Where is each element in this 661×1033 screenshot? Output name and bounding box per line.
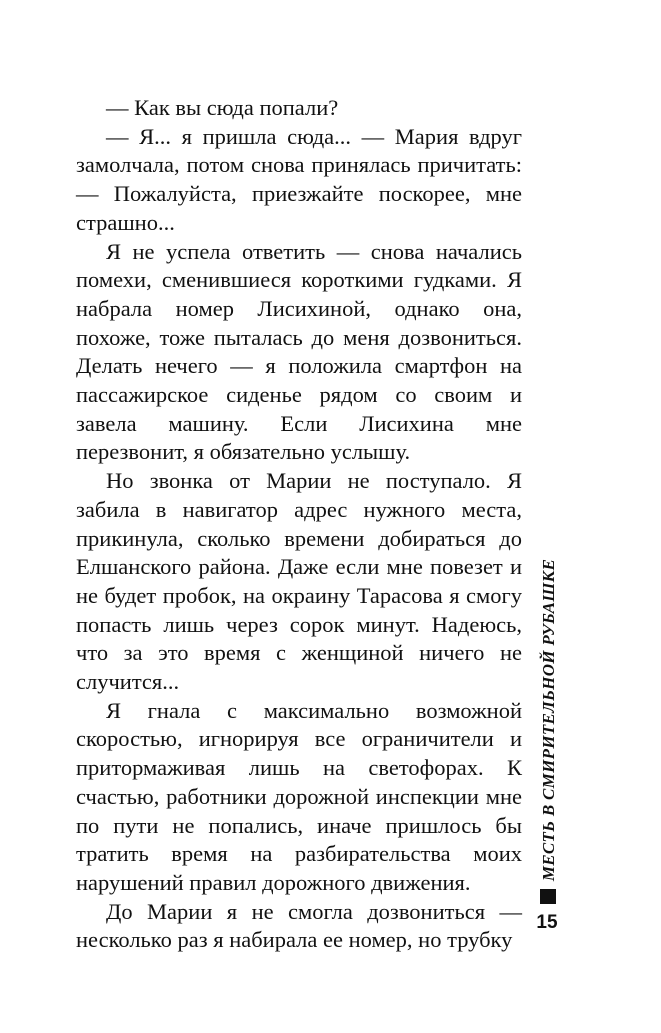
paragraph-1: — Как вы сюда попали?	[106, 95, 339, 120]
page-marker-square	[540, 889, 556, 904]
running-title: МЕСТЬ В СМИРИТЕЛЬНОЙ РУБАШКЕ	[539, 558, 558, 882]
paragraph-2: — Я... я пришла сюда... — Мария вдруг замолчала, потом снова принялась причитать: — Пожалуйста, приезжайте поскорее, мне страшно...	[76, 123, 522, 235]
paragraph-5: Я гнала с максимально возможной скоростью, игнорируя все ограничители и притормаживая лишь на светофорах. К счастью, работники дорожной инспекции мне по пути не попались, иначе пришлось бы тратить время на разбирательства моих нарушений правил дорожного движения.	[76, 697, 522, 895]
page-number: 15	[536, 912, 558, 933]
paragraph-6: До Марии я не смогла дозвониться — несколько раз я набирала ее номер, но трубку	[76, 898, 522, 953]
paragraph-3: Я не успела ответить — снова начались помехи, сменившиеся короткими гудками. Я набрала номер Лисихиной, однако она, похоже, тоже пыталась до меня дозвониться. Делать нечего — я положила смартфон на пассажирское сиденье рядом со своим и завела машину. Если Лисихина мне перезвонит, я обязательно услышу.	[76, 238, 522, 465]
running-title-column	[533, 560, 565, 880]
body-text	[76, 94, 522, 955]
paragraph-4: Но звонка от Марии не поступало. Я забила в навигатор адрес нужного места, прикинула, сколько времени добираться до Елшанского района. Даже если мне повезет и не будет пробок, на окраину Тарасова я смогу попасть лишь через сорок минут. Надеюсь, что за это время с женщиной ничего не случится...	[76, 468, 522, 695]
